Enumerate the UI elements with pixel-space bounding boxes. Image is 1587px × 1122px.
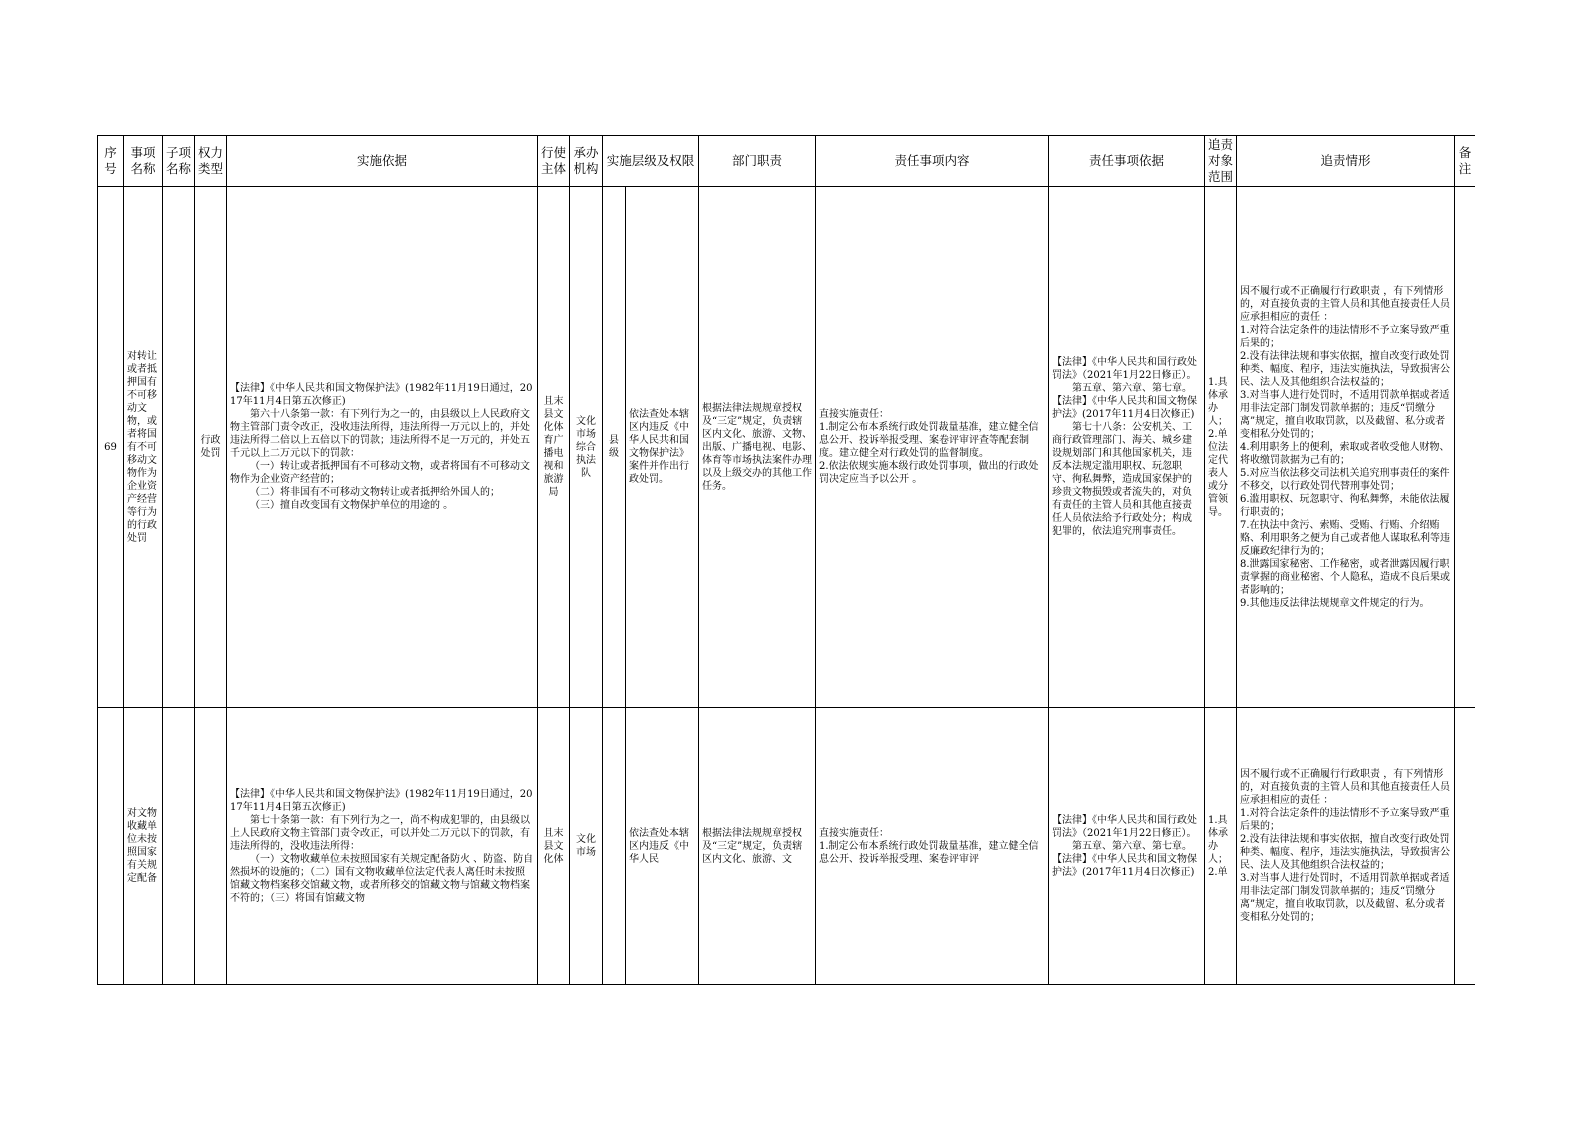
row-item-name: 对文物收藏单位未按照国家有关规定配备	[124, 708, 163, 985]
row-remark	[1455, 708, 1475, 985]
row-item-name: 对转让或者抵押国有不可移动文物，或者将国有不可移动文物作为企业资产经营等行为的行政处罚	[124, 187, 163, 708]
basis-line: （二）将非国有不可移动文物转让或者抵押给外国人的；	[250, 487, 500, 498]
header-org: 承办机构	[570, 136, 603, 187]
header-basis: 实施依据	[227, 136, 538, 187]
header-resp-basis: 责任事项依据	[1049, 136, 1205, 187]
resp-basis-line: 【法律】《中华人民共和国行政处罚法》（2021年1月22日修正）。	[1052, 814, 1198, 839]
row-seq: 69	[98, 187, 124, 708]
row-level-a: 县级	[603, 187, 626, 708]
basis-line: 第七十条第一款：有下列行为之一，尚不构成犯罪的，由县级以上人民政府文物主管部门责令改正，可以并处二万元以下的罚款，有违法所得的，没收违法所得：	[230, 814, 530, 852]
row-resp-content: 直接实施责任： 1.制定公布本系统行政处罚裁量基准，建立健全信息公开、投诉举报受理、案卷评审评	[816, 708, 1049, 985]
header-remark: 备注	[1455, 136, 1475, 187]
header-situation: 追责情形	[1237, 136, 1455, 187]
row-resp-basis	[1049, 187, 1205, 708]
row-situation: 因不履行或不正确履行行政职责 ，有下列情形的，对直接负责的主管人员和其他直接责任人员应承担相应的责任 ： 1.对符合法定条件的违法情形不予立案导致严重后果的； 2.没有法律法规和事实依据，擅自改变行政处罚种类、幅度、程序，违法实施执法，导致损害公民、法人及其他组织合法权益的； 3.对当事人进行处罚时，不适用罚款单据或者适用非法定部门制发罚款单据的；违反“罚缴分离”规定，擅自收取罚款，以及截留、私分或者变相私分处罚的；	[1237, 708, 1455, 985]
row-seq	[98, 708, 124, 985]
row-sub-name	[163, 708, 195, 985]
header-item-name: 事项名称	[124, 136, 163, 187]
row-subject: 且末县文化体	[538, 708, 570, 985]
header-seq: 序号	[98, 136, 124, 187]
row-resp-basis	[1049, 708, 1205, 985]
resp-basis-line: 第七十八条：公安机关、工商行政管理部门、海关、城乡建设规划部门和其他国家机关，违反本法规定滥用职权、玩忽职守、徇私舞弊，造成国家保护的珍贵文物损毁或者流失的，对负有责任的主管人员和其他直接责任人员依法给予行政处分；构成犯罪的，依法追究刑事责任。	[1052, 422, 1193, 537]
header-subject: 行使主体	[538, 136, 570, 187]
row-level-a	[603, 708, 626, 985]
resp-basis-line: 第五章、第六章、第七章。	[1072, 383, 1193, 394]
header-resp-content: 责任事项内容	[816, 136, 1049, 187]
basis-line: （一）转让或者抵押国有不可移动文物，或者将国有不可移动文物作为企业资产经营的；	[230, 461, 530, 485]
row-level-b: 依法查处本辖区内违反《中华人民共和国文物保护法》案件并作出行政处罚。	[626, 187, 699, 708]
row-org: 文化市场综合执法队	[570, 187, 603, 708]
row-duty: 根据法律法规规章授权及“三定”规定，负责辖区内文化、旅游、文物、出版、广播电视、电影、体育等市场执法案件办理以及上级交办的其他工作任务。	[699, 187, 816, 708]
header-duty: 部门职责	[699, 136, 816, 187]
header-power-type: 权力类型	[195, 136, 227, 187]
basis-line: （一）文物收藏单位未按照国家有关规定配备防火 、防盗、防自然损坏的设施的；（二）国有文物收藏单位法定代表人离任时未按照馆藏文物档案移交馆藏文物，或者所移交的馆藏文物与馆藏文物档案不符的；（三）将国有馆藏文物	[230, 853, 534, 904]
header-level: 实施层级及权限	[603, 136, 699, 187]
resp-basis-line: 第五章、第六章、第七章。	[1072, 840, 1193, 852]
row-power-type	[195, 708, 227, 985]
row-resp-content: 直接实施责任： 1.制定公布本系统行政处罚裁量基准，建立健全信息公开、投诉举报受理、案卷评审评查等配套制度。建立健全对行政处罚的监督制度。 2.依法依规实施本级行政处罚事项，做出的行政处罚决定应当予以公开 。	[816, 187, 1049, 708]
row-power-type: 行政处罚	[195, 187, 227, 708]
basis-line: 第六十八条第一款：有下列行为之一的，由县级以上人民政府文物主管部门责令改正，没收违法所得，违法所得一万元以上的，并处违法所得二倍以上五倍以下的罚款；违法所得不足一万元的，并处五千元以上二万元以下的罚款：	[230, 409, 530, 459]
row-duty: 根据法律法规规章授权及“三定”规定，负责辖区内文化、旅游、文	[699, 708, 816, 985]
row-basis	[227, 708, 538, 985]
table-row	[98, 708, 1476, 985]
responsibility-table-sheet	[97, 135, 1475, 985]
row-situation: 因不履行或不正确履行行政职责 ，有下列情形的，对直接负责的主管人员和其他直接责任人员应承担相应的责任 ： 1.对符合法定条件的违法情形不予立案导致严重后果的； 2.没有法律法规和事实依据，擅自改变行政处罚种类、幅度、程序，违法实施执法，导致损害公民、法人及其他组织合法权益的； 3.对当事人进行处罚时，不适用罚款单据或者适用非法定部门制发罚款单据的；违反“罚缴分离”规定，擅自收取罚款，以及截留、私分或者变相私分处罚的； 4.利用职务上的便利，索取或者收受他人财物、将收缴罚款据为己有的； 5.对应当依法移交司法机关追究刑事责任的案件不移交，以行政处罚代替刑事处罚； 6.滥用职权、玩忽职守、徇私舞弊，未能依法履行职责的； 7.在执法中贪污、索贿、受贿、行贿、介绍贿赂、利用职务之便为自己或者他人谋取私利等违反廉政纪律行为的； 8.泄露国家秘密、工作秘密，或者泄露因履行职责掌握的商业秘密、个人隐私，造成不良后果或者影响的； 9.其他违反法律法规规章文件规定的行为。	[1237, 187, 1455, 708]
responsibility-table	[97, 135, 1475, 985]
basis-line: （三）擅自改变国有文物保护单位的用途的 。	[250, 500, 454, 511]
row-scope: 1.具体承办人； 2.单位法定代表人或分管领导。	[1205, 187, 1237, 708]
header-sub-name: 子项名称	[163, 136, 195, 187]
resp-basis-line: 【法律】《中华人民共和国文物保护法》(2017年11月4日次修正)	[1052, 396, 1198, 420]
header-scope: 追责对象范围	[1205, 136, 1237, 187]
basis-line: 【法律】《中华人民共和国文物保护法》(1982年11月19日通过，2017年11月4日第五次修正)	[230, 788, 533, 813]
row-basis	[227, 187, 538, 708]
resp-basis-line: 【法律】《中华人民共和国文物保护法》(2017年11月4日次修正)	[1052, 853, 1198, 878]
header-row	[98, 136, 1476, 187]
resp-basis-line: 【法律】《中华人民共和国行政处罚法》（2021年1月22日修正）。	[1052, 357, 1198, 381]
row-scope: 1.具体承办人； 2.单	[1205, 708, 1237, 985]
row-sub-name	[163, 187, 195, 708]
row-subject: 且末县文化体育广播电视和旅游局	[538, 187, 570, 708]
table-row	[98, 187, 1476, 708]
row-remark	[1455, 187, 1475, 708]
basis-line: 【法律】《中华人民共和国文物保护法》(1982年11月19日通过，2017年11月4日第五次修正)	[230, 383, 533, 407]
row-level-b: 依法查处本辖区内违反《中华人民	[626, 708, 699, 985]
row-org: 文化市场	[570, 708, 603, 985]
